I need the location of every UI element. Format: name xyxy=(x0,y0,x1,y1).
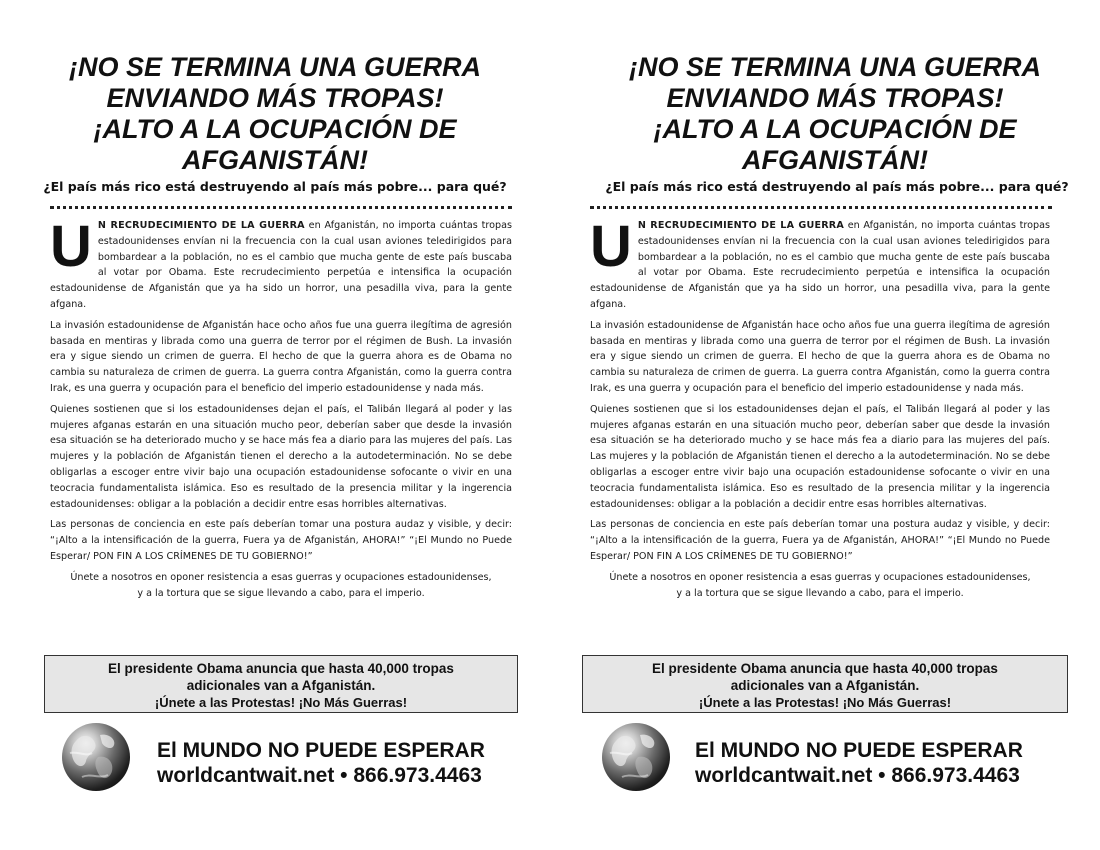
paragraph-1-text: en Afganistán, no importa cuántas tropas estadounidenses envían ni la frecuencia con la cual usan aviones teledirigidos para bombardear a la población, no es el cambio que mucha gente de este país buscaba al votar por Obama. Este recrudecimiento perpetúa e intensifica la ocupación estadounidense de Afganistán que ya ha sido un horror, una pesadilla viva, para la gente afgana. xyxy=(590,220,1050,310)
drop-cap: U xyxy=(50,214,92,279)
org-name: El MUNDO NO PUEDE ESPERAR xyxy=(695,739,1023,762)
title-line-1: ¡NO SE TERMINA UNA GUERRA xyxy=(628,52,1041,82)
dotted-divider xyxy=(590,206,1052,209)
flyer-body xyxy=(50,214,512,606)
title-line-2: ENVIANDO MÁS TROPAS! xyxy=(106,83,444,113)
contact-line: worldcantwait.net • 866.973.4463 xyxy=(157,764,482,787)
notice-box xyxy=(44,655,518,713)
footer-contact xyxy=(695,738,1065,788)
title-line-2: ENVIANDO MÁS TROPAS! xyxy=(666,83,1004,113)
org-name: El MUNDO NO PUEDE ESPERAR xyxy=(157,739,485,762)
title-line-1: ¡NO SE TERMINA UNA GUERRA xyxy=(68,52,481,82)
drop-cap: U xyxy=(590,214,632,279)
closing-statement xyxy=(590,570,1050,602)
title-line-4: AFGANISTÁN! xyxy=(182,145,368,175)
globe-icon xyxy=(62,723,130,791)
paragraph-3: Quienes sostienen que si los estadounidenses dejan el país, el Talibán llegará al poder y las mujeres afganas estarán en una situación mucho peor, deberían saber que desde la invasión esa situación se ha deteriorado mucho y se hace más fea a diario para las mujeres del país. Las mujeres y la población de Afganistán tienen el derecho a la autodeterminación. No se debe obligarlas a escoger entre vivir bajo una ocupación estadounidense sofocante o vivir en una teocracia fundamentalista islámica. Eso es resultado de la presencia militar y la ingerencia estadounidenses: obligar a la población a decidir entre esas horribles alternativas. xyxy=(50,403,512,510)
title-line-3: ¡ALTO A LA OCUPACIÓN DE xyxy=(653,114,1017,144)
paragraph-4: Las personas de conciencia en este país deberían tomar una postura audaz y visible, y decir: “¡Alto a la intensificación de la guerra, Fuera ya de Afganistán, AHORA!” “¡El Mundo no Puede Esperar/ PON FIN A LOS CRÍMENES DE TU GOBIERNO!” xyxy=(50,519,512,562)
flyer-subtitle: ¿El país más rico está destruyendo al país más pobre... para qué? xyxy=(43,179,507,194)
closing-line-2: y a la tortura que se sigue llevando a cabo, para el imperio. xyxy=(676,587,964,599)
closing-line-1: Únete a nosotros en oponer resistencia a esas guerras y ocupaciones estadounidenses, xyxy=(609,571,1031,583)
flyer-right xyxy=(550,0,1100,850)
contact-line: worldcantwait.net • 866.973.4463 xyxy=(695,764,1020,787)
dotted-divider xyxy=(50,206,512,209)
title-line-4: AFGANISTÁN! xyxy=(742,145,928,175)
paragraph-4: Las personas de conciencia en este país deberían tomar una postura audaz y visible, y decir: “¡Alto a la intensificación de la guerra, Fuera ya de Afganistán, AHORA!” “¡El Mundo no Puede Esperar/ PON FIN A LOS CRÍMENES DE TU GOBIERNO!” xyxy=(590,519,1050,562)
flyer-body xyxy=(590,214,1050,606)
paragraph-1 xyxy=(50,214,512,313)
flyer-title xyxy=(30,52,520,176)
paragraph-1 xyxy=(590,214,1050,313)
closing-line-2: y a la tortura que se sigue llevando a cabo, para el imperio. xyxy=(137,587,425,599)
notice-line-2: adicionales van a Afganistán. xyxy=(730,678,920,693)
closing-line-1: Únete a nosotros en oponer resistencia a esas guerras y ocupaciones estadounidenses, xyxy=(70,571,492,583)
notice-line-1: El presidente Obama anuncia que hasta 40,000 tropas xyxy=(652,661,998,676)
footer-contact xyxy=(157,738,527,788)
paragraph-3: Quienes sostienen que si los estadounidenses dejan el país, el Talibán llegará al poder y las mujeres afganas estarán en una situación mucho peor, deberían saber que desde la invasión esa situación se ha deteriorado mucho y se hace más fea a diario para las mujeres del país. Las mujeres y la población de Afganistán tienen el derecho a la autodeterminación. No se debe obligarlas a escoger entre vivir bajo una ocupación estadounidense sofocante o vivir en una teocracia fundamentalista islámica. Eso es resultado de la presencia militar y la ingerencia estadounidenses: obligar a la población a decidir entre esas horribles alternativas. xyxy=(590,403,1050,510)
flyer-title xyxy=(590,52,1080,176)
paragraph-2: La invasión estadounidense de Afganistán hace ocho años fue una guerra ilegítima de agresión basada en mentiras y librada como una guerra de terror por el régimen de Bush. La invasión era y sigue siendo un crimen de guerra. El hecho de que la guerra ahora es de Obama no cambia su naturaleza de crimen de guerra. La guerra contra Afganistán, como la guerra contra Irak, es una guerra y ocupación para el beneficio del imperio estadounidense y nada más. xyxy=(590,319,1050,394)
notice-line-3: ¡Únete a las Protestas! ¡No Más Guerras! xyxy=(154,695,408,710)
globe-icon xyxy=(602,723,670,791)
notice-line-2: adicionales van a Afganistán. xyxy=(186,678,376,693)
title-line-3: ¡ALTO A LA OCUPACIÓN DE xyxy=(93,114,457,144)
flyer-subtitle: ¿El país más rico está destruyendo al país más pobre... para qué? xyxy=(605,179,1069,194)
paragraph-2: La invasión estadounidense de Afganistán hace ocho años fue una guerra ilegítima de agresión basada en mentiras y librada como una guerra de terror por el régimen de Bush. La invasión era y sigue siendo un crimen de guerra. El hecho de que la guerra ahora es de Obama no cambia su naturaleza de crimen de guerra. La guerra contra Afganistán, como la guerra contra Irak, es una guerra y ocupación para el beneficio del imperio estadounidense y nada más. xyxy=(50,319,512,394)
notice-line-3: ¡Únete a las Protestas! ¡No Más Guerras! xyxy=(698,695,952,710)
paragraph-1-text: en Afganistán, no importa cuántas tropas estadounidenses envían ni la frecuencia con la cual usan aviones teledirigidos para bombardear a la población, no es el cambio que mucha gente de este país buscaba al votar por Obama. Este recrudecimiento perpetúa e intensifica la ocupación estadounidense de Afganistán que ya ha sido un horror, una pesadilla viva, para la gente afgana. xyxy=(50,220,512,310)
lead-in: N RECRUDECIMIENTO DE LA GUERRA xyxy=(637,220,844,231)
lead-in: N RECRUDECIMIENTO DE LA GUERRA xyxy=(97,220,305,231)
closing-statement xyxy=(50,570,512,602)
notice-line-1: El presidente Obama anuncia que hasta 40,000 tropas xyxy=(108,661,454,676)
notice-box xyxy=(582,655,1068,713)
